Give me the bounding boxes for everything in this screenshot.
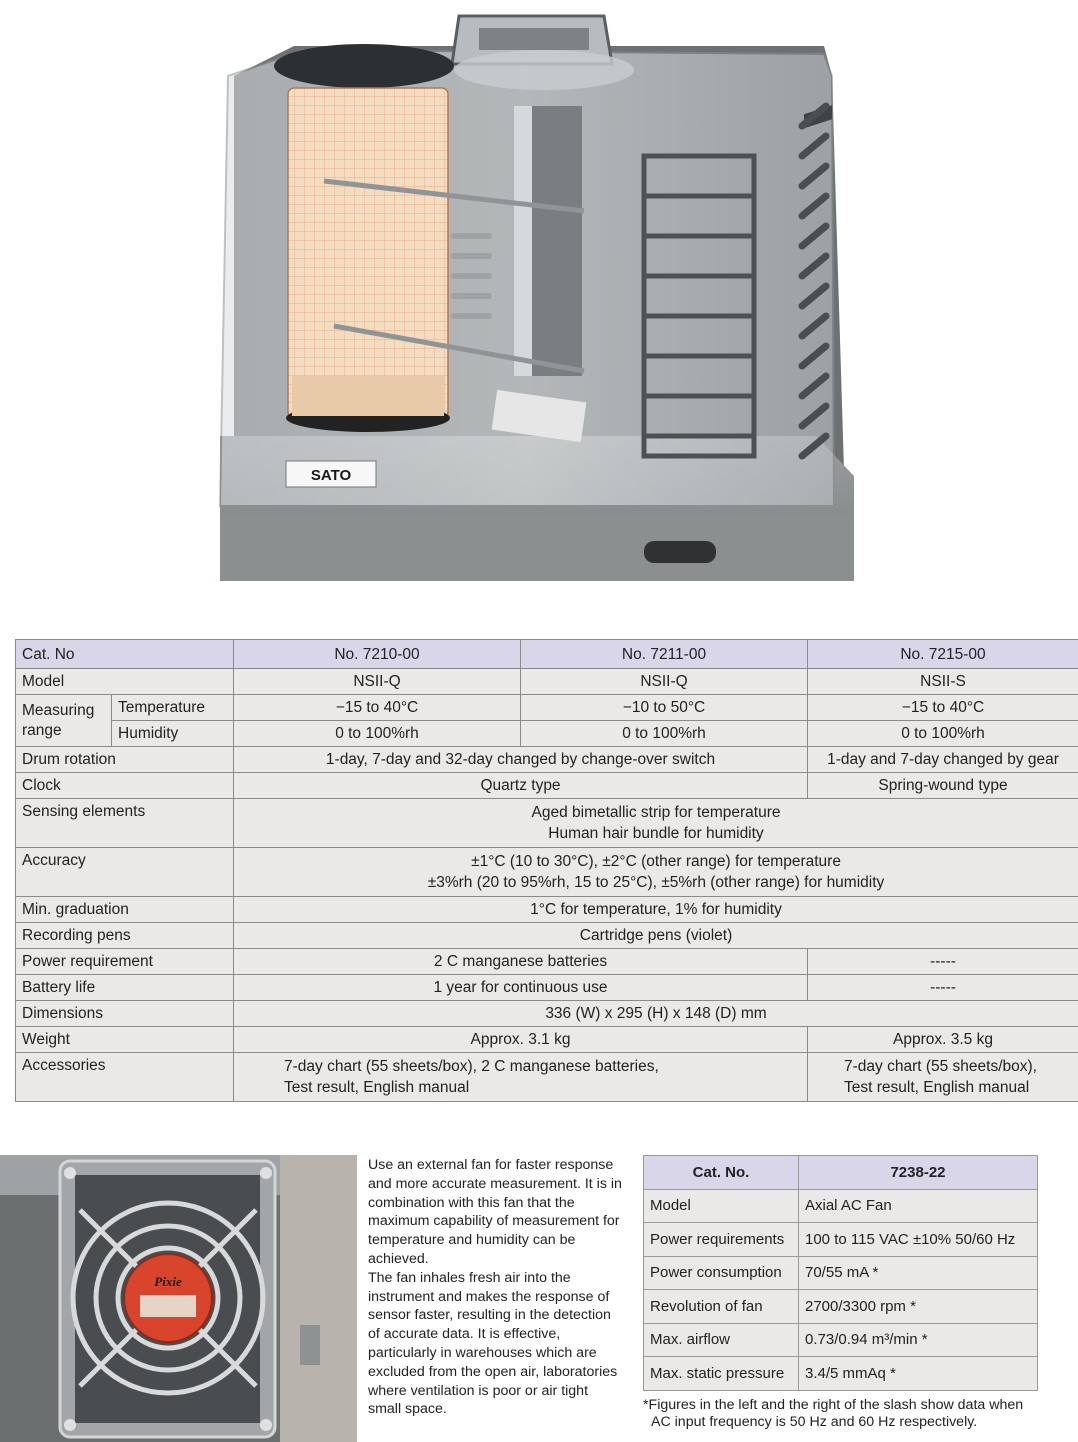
- fan-brand-label: Pixie: [154, 1274, 182, 1289]
- table-row: [644, 1223, 1038, 1257]
- table-row-weight: [16, 1027, 1078, 1053]
- cell-value: 3.4/5 mmAq *: [799, 1357, 1038, 1391]
- sub-label-humidity: Humidity: [112, 721, 234, 747]
- row-label: Revolution of fan: [644, 1290, 799, 1324]
- sub-label-temperature: Temperature: [112, 695, 234, 721]
- table-row: [644, 1256, 1038, 1290]
- table-row-humidity: [16, 721, 1078, 747]
- row-label: Max. static pressure: [644, 1357, 799, 1391]
- cell-value: NSII-Q: [521, 669, 808, 695]
- row-label-measuring-range: Measuring range: [16, 695, 112, 747]
- header-value: 7238-22: [799, 1156, 1038, 1190]
- row-label: Power requirement: [16, 949, 234, 975]
- table-row: [644, 1323, 1038, 1357]
- cell-value: [808, 1053, 1078, 1102]
- table-row-sensing-elements: [16, 799, 1078, 848]
- cell-value: 70/55 mA *: [799, 1256, 1038, 1290]
- row-label: Power requirements: [644, 1223, 799, 1257]
- cell-value: 1-day, 7-day and 32-day changed by change-over switch: [234, 747, 808, 773]
- cell-value: 0 to 100%rh: [808, 721, 1078, 747]
- table-row: [644, 1290, 1038, 1324]
- cell-value: -----: [808, 949, 1078, 975]
- cell-value: 1°C for temperature, 1% for humidity: [234, 897, 1078, 923]
- row-label: Accuracy: [16, 848, 234, 897]
- cell-value: 0 to 100%rh: [521, 721, 808, 747]
- cell-value: NSII-S: [808, 669, 1078, 695]
- table-row-recording-pens: [16, 923, 1078, 949]
- table-row-temperature: [16, 695, 1078, 721]
- row-label: Dimensions: [16, 1001, 234, 1027]
- text-line: Human hair bundle for humidity: [548, 825, 764, 842]
- row-label: Sensing elements: [16, 799, 234, 848]
- cell-value: 1-day and 7-day changed by gear: [808, 747, 1078, 773]
- row-label: Accessories: [16, 1053, 234, 1102]
- cell-value: 336 (W) x 295 (H) x 148 (D) mm: [234, 1001, 1078, 1027]
- cell-value: −10 to 50°C: [521, 695, 808, 721]
- row-label: Weight: [16, 1027, 234, 1053]
- cell-value: 1 year for continuous use: [234, 975, 808, 1001]
- cell-value: 2 C manganese batteries: [234, 949, 808, 975]
- table-row-accuracy: [16, 848, 1078, 897]
- table-row: [644, 1189, 1038, 1223]
- table-row: [644, 1357, 1038, 1391]
- cell-value: Approx. 3.5 kg: [808, 1027, 1078, 1053]
- cell-value: 0 to 100%rh: [234, 721, 521, 747]
- thermo-hygrograph-photo: [214, 6, 864, 602]
- row-label: Model: [644, 1189, 799, 1223]
- row-label: Clock: [16, 773, 234, 799]
- cat-no-7210: No. 7210-00: [234, 640, 521, 669]
- cell-value: NSII-Q: [234, 669, 521, 695]
- row-label: Recording pens: [16, 923, 234, 949]
- description-paragraph: The fan inhales fresh air into the instrument and makes the response of sensor faster, resulting in the detection of accurate data. It is effective, particularly in warehouses which are excluded from the open air, laboratories where ventilation is poor or air tight small space.: [368, 1269, 618, 1418]
- table-row-cat-no: [16, 640, 1078, 669]
- text-line: ±1°C (10 to 30°C), ±2°C (other range) for temperature: [471, 853, 841, 870]
- cell-value: [234, 1053, 808, 1102]
- cell-value: 0.73/0.94 m³/min *: [799, 1323, 1038, 1357]
- row-label: Min. graduation: [16, 897, 234, 923]
- footnote-line: AC input frequency is 50 Hz and 60 Hz respectively.: [651, 1414, 978, 1430]
- text-line: ±3%rh (20 to 95%rh, 15 to 25°C), ±5%rh (other range) for humidity: [427, 874, 885, 891]
- row-label: Battery life: [16, 975, 234, 1001]
- text-line: Test result, English manual: [844, 1079, 1030, 1096]
- row-label: Drum rotation: [16, 747, 234, 773]
- footnote-line: *Figures in the left and the right of the slash show data when: [643, 1397, 1024, 1413]
- table-row-accessories: [16, 1053, 1078, 1102]
- table-row-clock: [16, 773, 1078, 799]
- table-row-power-requirement: [16, 949, 1078, 975]
- table-row-min-graduation: [16, 897, 1078, 923]
- cell-value: Approx. 3.1 kg: [234, 1027, 808, 1053]
- table-row-model: [16, 669, 1078, 695]
- text-line: 7-day chart (55 sheets/box), 2 C manganese batteries,: [284, 1058, 659, 1075]
- cell-value: [234, 848, 1078, 897]
- fan-description: [368, 1156, 624, 1419]
- table-row-dimensions: [16, 1001, 1078, 1027]
- cell-value: -----: [808, 975, 1078, 1001]
- cell-value: Quartz type: [234, 773, 808, 799]
- axial-fan-photo: [0, 1155, 357, 1442]
- fan-spec-table: [643, 1155, 1038, 1391]
- row-label: Model: [16, 669, 234, 695]
- text-line: Aged bimetallic strip for temperature: [531, 804, 781, 821]
- text-line: 7-day chart (55 sheets/box),: [844, 1058, 1037, 1075]
- cell-value: [234, 799, 1078, 848]
- cell-value: Spring-wound type: [808, 773, 1078, 799]
- text-line: Test result, English manual: [284, 1079, 470, 1096]
- fan-footnote: [643, 1397, 1063, 1431]
- spec-table: [15, 639, 1078, 1102]
- header-cat-no: Cat. No.: [644, 1156, 799, 1190]
- table-row-battery-life: [16, 975, 1078, 1001]
- brand-label: SATO: [310, 467, 352, 484]
- cell-value: Axial AC Fan: [799, 1189, 1038, 1223]
- table-row-header: [644, 1156, 1038, 1190]
- cell-value: Cartridge pens (violet): [234, 923, 1078, 949]
- description-paragraph: Use an external fan for faster response and more accurate measurement. It is in combination with this fan that the maximum capability of measurement for temperature and humidity can be achieved.: [368, 1157, 622, 1267]
- cat-no-7215: No. 7215-00: [808, 640, 1078, 669]
- cell-value: −15 to 40°C: [808, 695, 1078, 721]
- cell-value: 2700/3300 rpm *: [799, 1290, 1038, 1324]
- row-label: Power consumption: [644, 1256, 799, 1290]
- row-label: Max. airflow: [644, 1323, 799, 1357]
- row-label: Cat. No: [16, 640, 234, 669]
- cat-no-7211: No. 7211-00: [521, 640, 808, 669]
- table-row-drum-rotation: [16, 747, 1078, 773]
- cell-value: 100 to 115 VAC ±10% 50/60 Hz: [799, 1223, 1038, 1257]
- cell-value: −15 to 40°C: [234, 695, 521, 721]
